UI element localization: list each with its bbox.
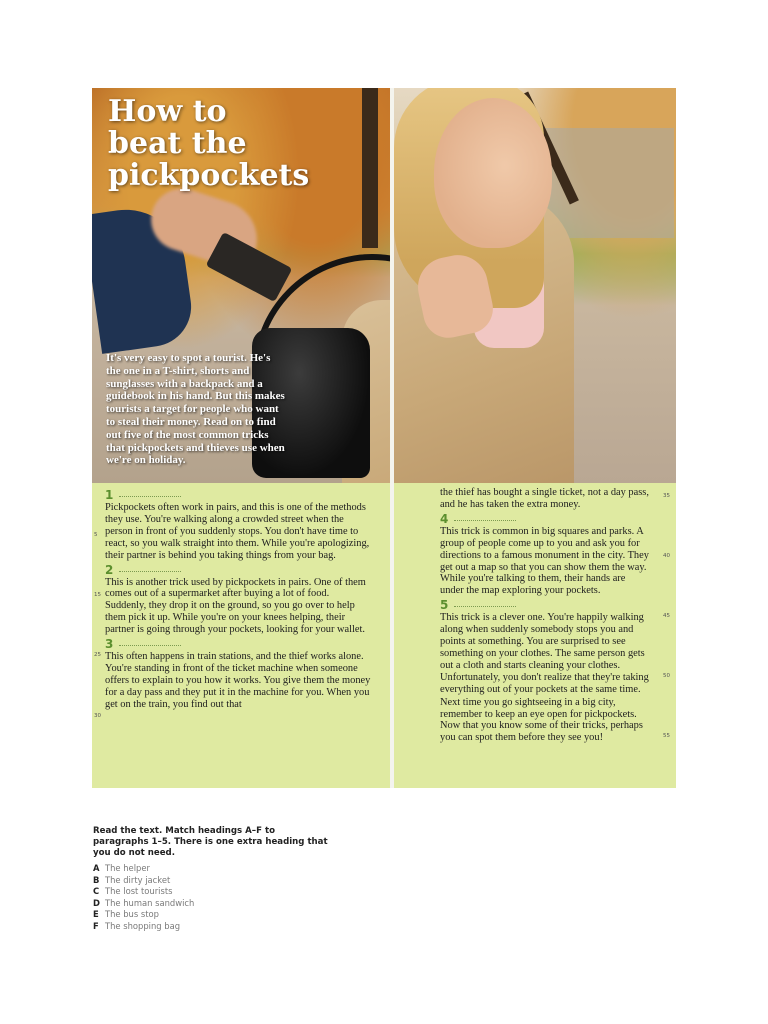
line-number: 45 <box>663 613 670 619</box>
paragraph-number: 1 <box>105 488 372 502</box>
text-panel-left <box>92 483 390 788</box>
paragraph-text: This trick is a clever one. You're happily walking along when suddenly somebody stops you and points at something. You are surprised to see something on your clothes. The same person gets out a cloth and starts cleaning your clothes. Unfortunately, you don't realize that they're taking everything out of your pockets at the same time. <box>440 612 649 695</box>
right-photo <box>394 88 676 483</box>
line-number: 40 <box>663 553 670 559</box>
text-panel-right <box>394 483 676 788</box>
paragraph-text: This often happens in train stations, and the thief works alone. You're standing in front of the ticket machine when someone offers to explain to you how it works. You give them the money for a day pass and they put it in the machine for you. When you get on the train, you find out that <box>105 651 371 710</box>
line-number: 25 <box>94 652 101 658</box>
line-number: 5 <box>94 532 98 538</box>
tree-trunk <box>362 88 378 248</box>
left-photo <box>92 88 390 483</box>
heading-option: C The lost tourists <box>93 886 173 897</box>
woman-face <box>434 98 552 248</box>
article-intro: It's very easy to spot a tourist. He's the one in a T-shirt, shorts and sunglasses with a backpack and a guidebook in his hand. But this makes tourists a target for people who want to steal their money. Read on to find out five of the most common tricks that pickpockets and thieves use when we're on holiday. <box>106 352 285 467</box>
heading-option: B The dirty jacket <box>93 874 171 885</box>
paragraph-text: This trick is common in big squares and parks. A group of people come up to you and ask you for directions to a famous monument in the city. They get out a map so that you can show them the way. While you're talking to them, their hands are under the map exploring your pockets. <box>440 525 649 597</box>
exercise-instruction: Read the text. Match headings A–F to paragraphs 1–5. There is one extra heading that you do not need. <box>93 826 328 858</box>
line-number: 55 <box>663 733 670 739</box>
article-spread <box>92 88 676 788</box>
heading-option: D The human sandwich <box>93 897 195 908</box>
line-number: 30 <box>94 713 101 719</box>
paragraph-number: 2 <box>105 563 372 577</box>
line-number: 35 <box>663 493 670 499</box>
line-number: 15 <box>94 592 101 598</box>
article-title: How to beat the pickpockets <box>108 94 310 193</box>
heading-option: E The bus stop <box>93 909 159 920</box>
paragraph-text: Next time you go sightseeing in a big city, remember to keep an eye open for pickpockets. Now that you know some of their tricks, perhaps you can spot them before they see you! <box>440 696 643 744</box>
heading-option: A The helper <box>93 863 150 873</box>
paragraph-text: the thief has bought a single ticket, not a day pass, and he has taken the extra money. <box>440 487 649 510</box>
paragraph-number: 3 <box>105 637 372 651</box>
line-number: 50 <box>663 673 670 679</box>
paragraph-number: 5 <box>440 598 650 612</box>
paragraph-text: Pickpockets often work in pairs, and this is one of the methods they use. You're walking along a crowded street when the person in front of you suddenly stops. You don't have time to react, so you walk straight into them. While you're apologizing, their partner is behind you taking things from your bag. <box>105 502 370 561</box>
exercise-block <box>93 826 333 933</box>
paragraph-text: This is another trick used by pickpockets in pairs. One of them comes out of a supermarket after buying a lot of food. Suddenly, they drop it on the ground, so you go over to help them pick it up. While you're on your knees helping, their partner is going through your pockets, looking for your wallet. <box>105 576 366 636</box>
heading-option: F The shopping bag <box>93 920 181 931</box>
paragraph-number: 4 <box>440 512 650 526</box>
